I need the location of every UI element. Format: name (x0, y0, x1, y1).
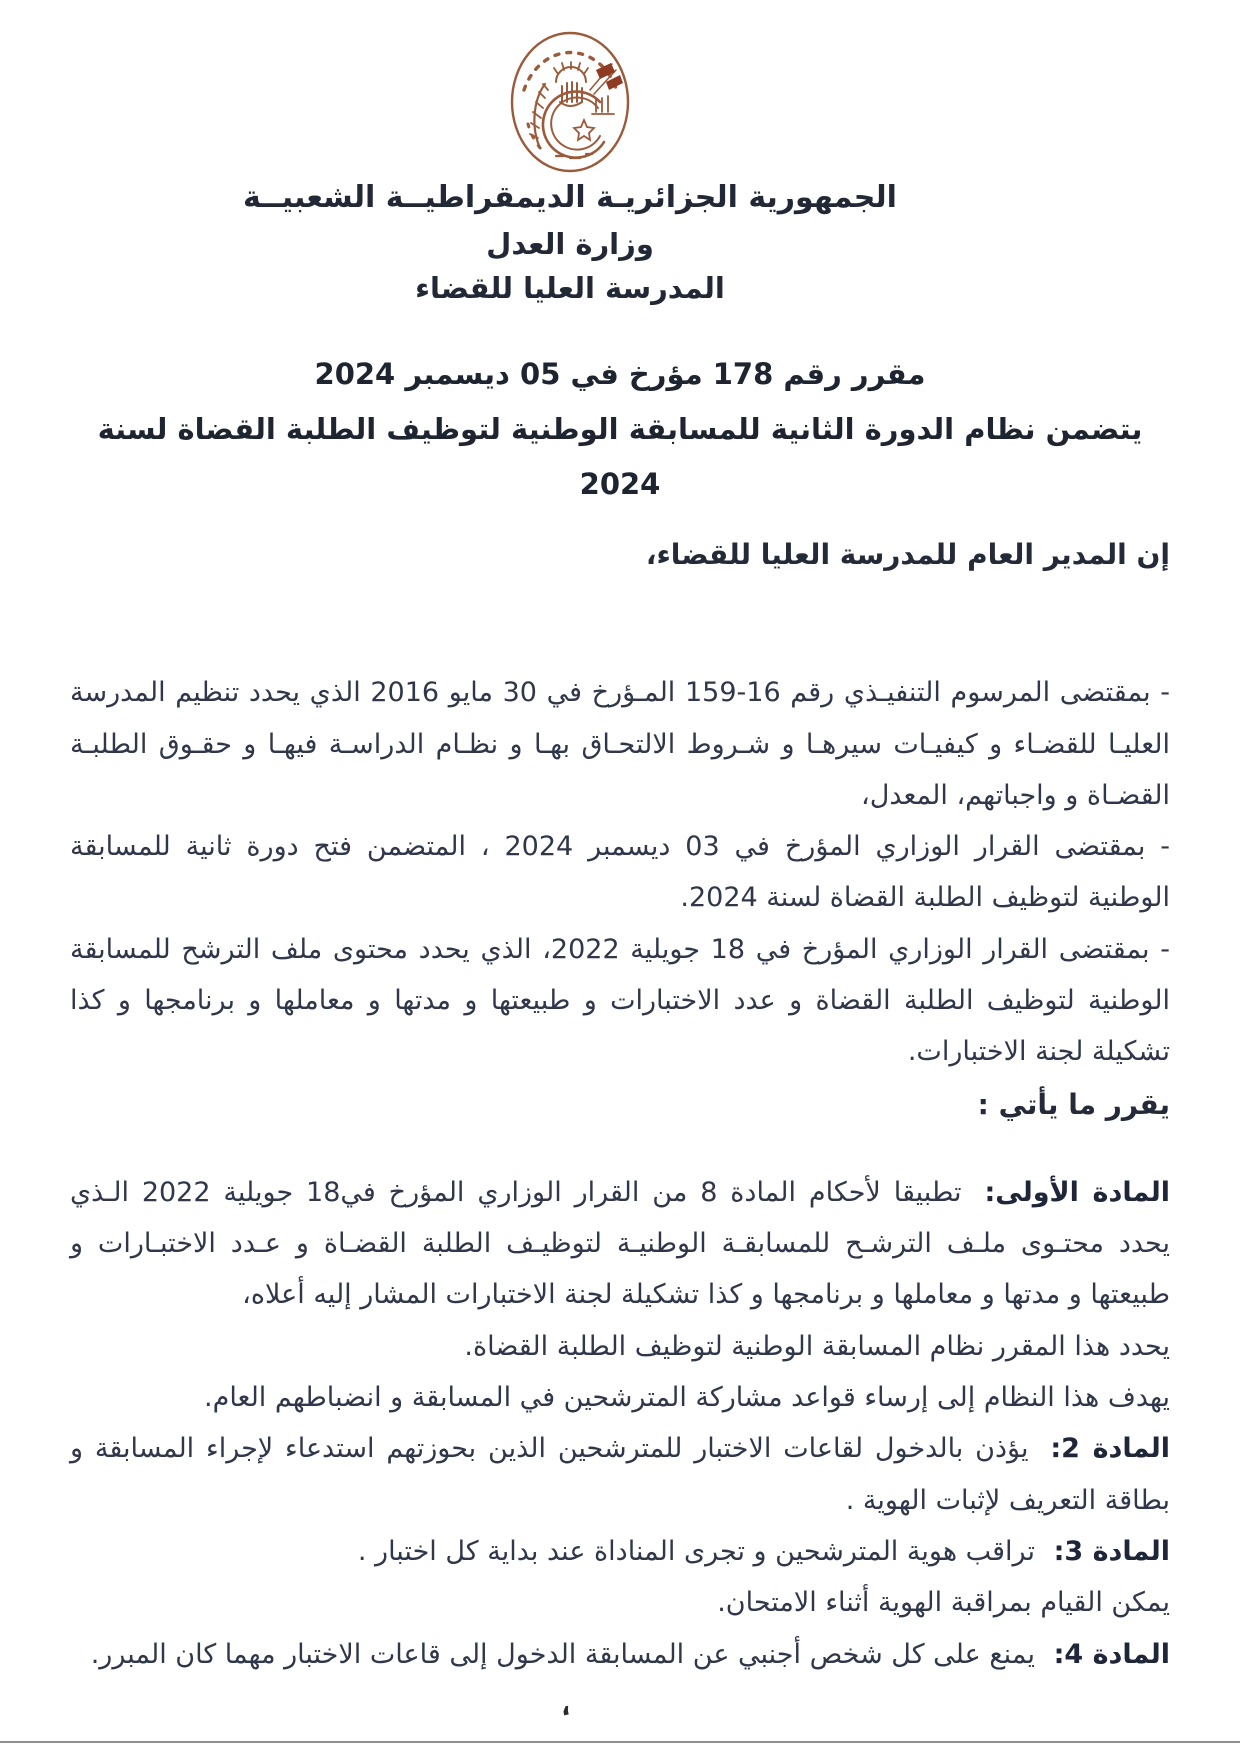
article-2-text: يؤذن بالدخول لقاعات الاختبار للمترشحين الذين بحوزتهم استدعاء لإجراء المسابقة و بطاقة التعريف لإثبات الهوية . (70, 1433, 1170, 1516)
decree-subject-line: يتضمن نظام الدورة الثانية للمسابقة الوطنية لتوظيف الطلبة القضاة لسنة 2024 (97, 412, 1143, 502)
visas-section (70, 667, 1170, 1131)
decree-number-line: مقرر رقم 178 مؤرخ في 05 ديسمبر 2024 (314, 357, 926, 391)
page-edge-line (0, 1741, 1240, 1743)
article-3-paragraph-2: يمكن القيام بمراقبة الهوية أثناء الامتحان. (717, 1587, 1170, 1619)
visa-paragraph-3: - بمقتضى القرار الوزاري المؤرخ في 18 جويلية 2022، الذي يحدد محتوى ملف الترشح للمسابقة الوطنية لتوظيف الطلبة القضاة و عدد الاختبارات و طبيعتها و مدتها و معاملها و برنامجها و كذا تشكيلة لجنة الاختبارات. (70, 933, 1170, 1068)
enacting-formula: يقرر ما يأتي : (977, 1087, 1170, 1121)
preamble-line: إن المدير العام للمدرسة العليا للقضاء، (645, 538, 1170, 572)
algeria-emblem-icon (20, 28, 1120, 178)
article-1-paragraph-2: يحدد هذا المقرر نظام المسابقة الوطنية لتوظيف الطلبة القضاة. (464, 1330, 1170, 1362)
article-4-paragraph (70, 1629, 1170, 1680)
stray-ink-mark: ، (556, 1691, 573, 1723)
article-4-text: يمنع على كل شخص أجنبي عن المسابقة الدخول إلى قاعات الاختبار مهما كان المبرر. (90, 1638, 1035, 1670)
article-3-label: المادة 3: (1053, 1535, 1170, 1567)
document-header (20, 28, 1120, 305)
school-title: المدرسة العليا للقضاء (415, 271, 725, 305)
ministry-title: وزارة العدل (486, 227, 654, 261)
decree-title-block (70, 347, 1170, 512)
article-1-text: تطبيقا لأحكام المادة 8 من القرار الوزاري المؤرخ في18 جويلية 2022 الـذي يحدد محتـوى ملـف الترشـح للمسابقـة الوطنيـة لتوظيـف الطلبة القضـاة و عـدد الاختبـارات و طبيعتها و مدتها و معاملها و برنامجها و كذا تشكيلة لجنة الاختبارات المشار إليه أعلاه، (70, 1176, 1170, 1311)
article-1-paragraph (70, 1167, 1170, 1321)
republic-title: الجمهورية الجزائريـة الديمقراطيــة الشعبيــة (243, 180, 897, 215)
visa-paragraph-2: - بمقتضى القرار الوزاري المؤرخ في 03 ديسمبر 2024 ، المتضمن فتح دورة ثانية للمسابقة الوطنية لتوظيف الطلبة القضاة لسنة 2024. (70, 831, 1170, 914)
article-3-text: تراقب هوية المترشحين و تجرى المناداة عند بداية كل اختبار . (357, 1535, 1035, 1567)
article-1-label: المادة الأولى: (984, 1176, 1170, 1208)
visa-paragraph-1: - بمقتضى المرسوم التنفيـذي رقم 16-159 المـؤرخ في 30 مايو 2016 الذي يحدد تنظيم المدرسة العليـا للقضـاء و كيفيـات سيرهـا و شـروط الالتحـاق بهـا و نظـام الدراسـة فيهـا و حقـوق الطلبـة القضـاة و واجباتهم، المعدل، (70, 677, 1170, 811)
article-4-label: المادة 4: (1053, 1638, 1170, 1670)
articles-section (70, 1167, 1170, 1680)
article-1-paragraph-3: يهدف هذا النظام إلى إرساء قواعد مشاركة المترشحين في المسابقة و انضباطهم العام. (204, 1382, 1170, 1414)
article-2-label: المادة 2: (1050, 1433, 1171, 1465)
article-3-paragraph (70, 1526, 1170, 1577)
article-2-paragraph (70, 1423, 1170, 1526)
